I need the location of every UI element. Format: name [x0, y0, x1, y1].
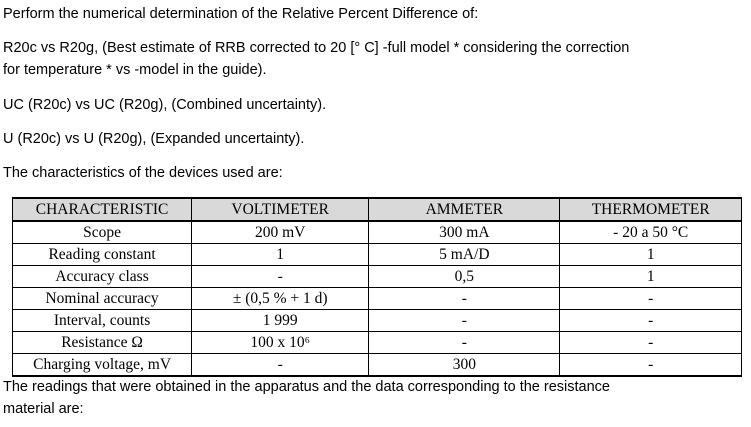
- table-cell: 200 mV: [192, 221, 369, 244]
- table-cell: -: [369, 288, 560, 310]
- table-row: [13, 354, 742, 377]
- header-characteristic: CHARACTERISTIC: [13, 198, 192, 221]
- table-cell: Resistance Ω: [13, 332, 192, 354]
- item-combined-uncertainty: UC (R20c) vs UC (R20g), (Combined uncertainty).: [3, 97, 327, 113]
- intro-paragraph: Perform the numerical determination of the Relative Percent Difference of:: [3, 6, 479, 22]
- devices-intro: The characteristics of the devices used are:: [3, 165, 283, 181]
- table-row: [13, 221, 742, 244]
- item-r20-line-1: R20c vs R20g, (Best estimate of RRB corrected to 20 [° C] -full model * considering the correction: [3, 40, 630, 56]
- table-cell: 1: [192, 244, 369, 266]
- readings-paragraph: [3, 376, 610, 420]
- table-cell: Scope: [13, 221, 192, 244]
- item-r20-line-2: for temperature * vs -model in the guide).: [3, 62, 267, 78]
- table-row: [13, 266, 742, 288]
- table-cell: 300 mA: [369, 221, 560, 244]
- table-row: [13, 332, 742, 354]
- item-expanded-uncertainty: U (R20c) vs U (R20g), (Expanded uncertainty).: [3, 131, 305, 147]
- table-cell: -: [560, 310, 742, 332]
- table-cell: -: [560, 354, 742, 377]
- table-cell: Interval, counts: [13, 310, 192, 332]
- header-thermometer: THERMOMETER: [560, 198, 742, 221]
- table-cell: -: [560, 288, 742, 310]
- readings-line-1: The readings that were obtained in the apparatus and the data corresponding to the resistance: [3, 379, 610, 395]
- table-cell: -: [369, 332, 560, 354]
- table-cell: Accuracy class: [13, 266, 192, 288]
- table-cell: -: [369, 310, 560, 332]
- table-cell: 1: [560, 266, 742, 288]
- table-cell: 100 x 10⁶: [192, 332, 369, 354]
- table-cell: 1 999: [192, 310, 369, 332]
- table-cell: - 20 a 50 °C: [560, 221, 742, 244]
- table-cell: Charging voltage, mV: [13, 354, 192, 377]
- readings-line-2: material are:: [3, 401, 84, 417]
- table-cell: Reading constant: [13, 244, 192, 266]
- item-r20-paragraph: [3, 37, 629, 81]
- table-cell: -: [560, 332, 742, 354]
- table-row: [13, 288, 742, 310]
- device-characteristics-table: [12, 197, 742, 377]
- table-row: [13, 244, 742, 266]
- table-header-row: [13, 198, 742, 221]
- table-cell: 1: [560, 244, 742, 266]
- header-voltimeter: VOLTIMETER: [192, 198, 369, 221]
- table-cell: -: [192, 266, 369, 288]
- table-cell: Nominal accuracy: [13, 288, 192, 310]
- table-cell: -: [192, 354, 369, 377]
- table-cell: 5 mA/D: [369, 244, 560, 266]
- table-cell: 0,5: [369, 266, 560, 288]
- table-cell: ± (0,5 % + 1 d): [192, 288, 369, 310]
- table-row: [13, 310, 742, 332]
- header-ammeter: AMMETER: [369, 198, 560, 221]
- table-cell: 300: [369, 354, 560, 377]
